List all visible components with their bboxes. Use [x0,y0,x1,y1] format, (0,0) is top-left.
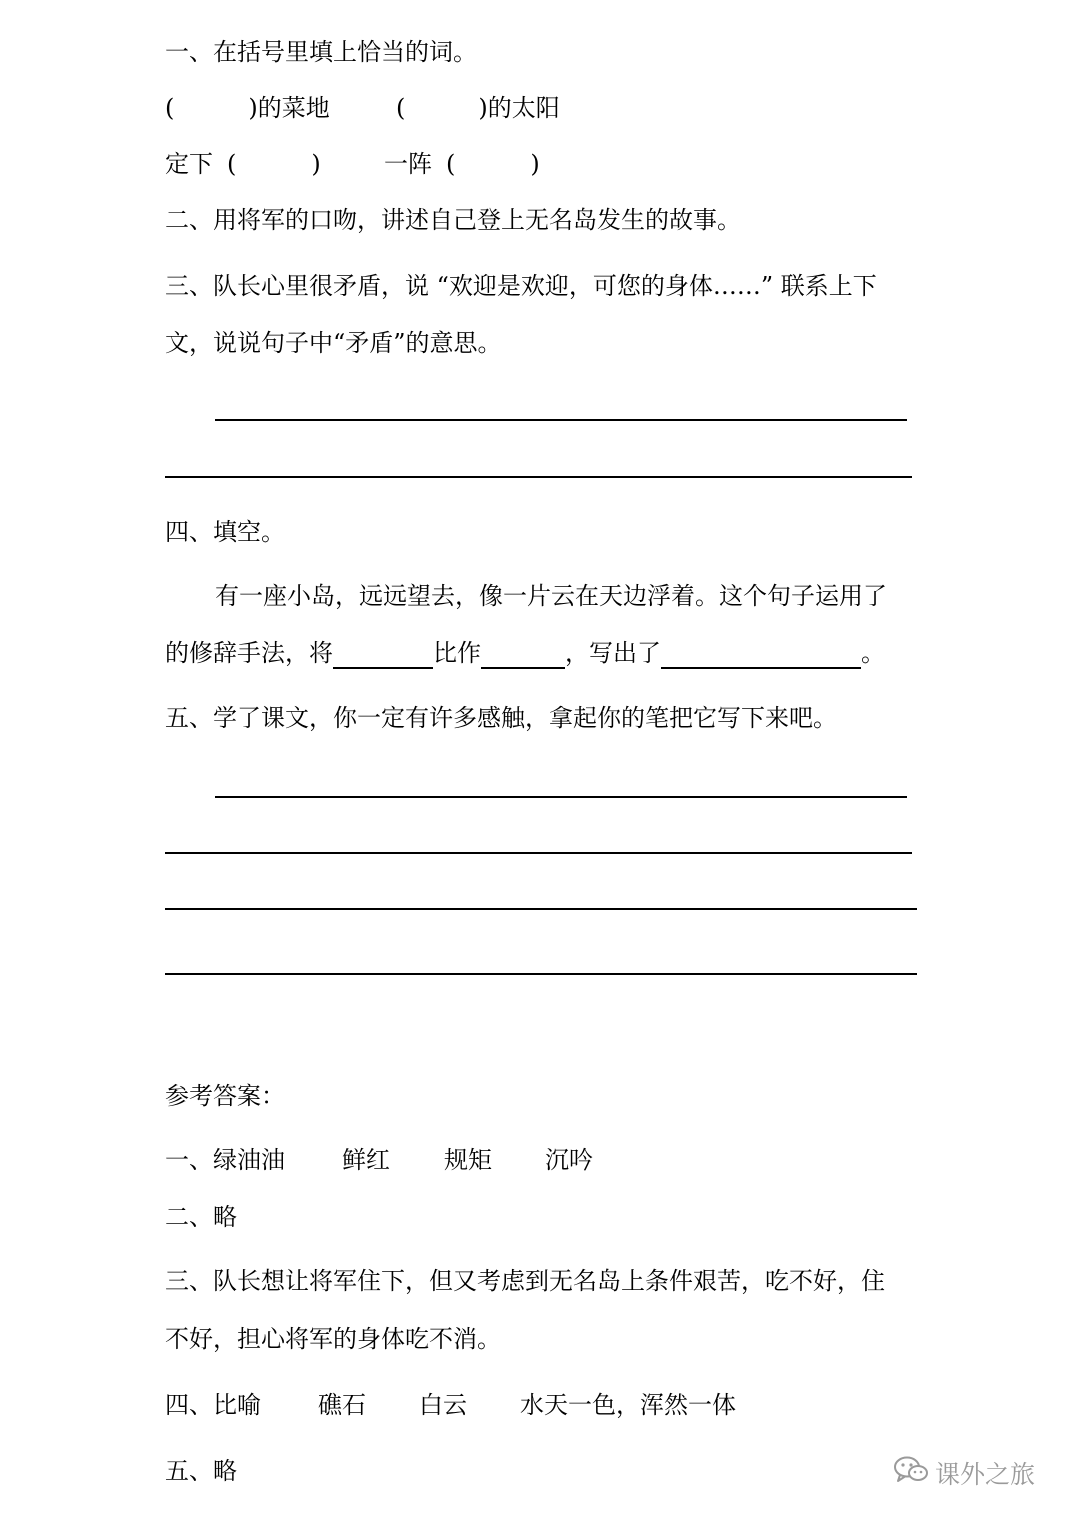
q4-seg2: 比作 [433,639,481,667]
q5-answer-line-3[interactable] [165,908,917,910]
q3-answer-line-1[interactable] [215,419,907,421]
q4-title: 四、填空。 [165,518,285,546]
q1-row1b [396,92,560,124]
answer-2: 二、略 [165,1203,237,1231]
answer-1-label: 一、绿油油 [165,1146,285,1174]
q1-row2b [384,148,540,180]
answer-4-word-3: 白云 [419,1391,467,1419]
answer-1-word-4: 沉吟 [545,1146,593,1174]
q1-row1 [165,92,330,124]
q1-row2-a-open: ( [227,150,237,178]
q1-title: 一、在括号里填上恰当的词。 [165,38,477,66]
answer-3-line2: 不好，担心将军的身体吃不消。 [165,1325,501,1353]
watermark-text: 课外之旅 [935,1460,1036,1489]
q5-answer-line-1[interactable] [215,796,907,798]
q3-line1: 三、队长心里很矛盾，说 “欢迎是欢迎，可您的身体……” 联系上下 [165,272,877,300]
q1-row2-b-prefix: 一阵 [384,150,432,178]
q4-line2 [165,637,885,669]
q5-title: 五、学了课文，你一定有许多感触，拿起你的笔把它写下来吧。 [165,704,837,732]
q4-seg3: ，写出了 [565,639,661,667]
q4-seg1: 的修辞手法，将 [165,639,333,667]
q1-row2a [165,148,321,180]
q5-answer-line-4[interactable] [165,973,917,975]
q1-row1-a-open: ( [165,94,175,122]
answers-heading: 参考答案： [165,1082,285,1110]
answer-4-label: 四、比喻 [165,1391,261,1419]
q1-row1-b-open: ( [396,94,406,122]
q4-blank-2[interactable] [481,641,565,669]
q4-blank-3[interactable] [661,641,861,669]
q1-row2-a-prefix: 定下 [165,150,213,178]
q3-line2: 文，说说句子中“矛盾”的意思。 [165,329,502,357]
wechat-icon [893,1455,935,1491]
answer-3-line1: 三、队长想让将军住下，但又考虑到无名岛上条件艰苦，吃不好，住 [165,1267,885,1295]
q4-seg4: 。 [861,639,885,667]
q1-row2-b-close: ) [530,150,540,178]
q4-line1: 有一座小岛，远远望去，像一片云在天边浮着。这个句子运用了 [215,582,887,610]
q1-row1-b-close: )的太阳 [478,94,560,122]
q4-blank-1[interactable] [333,641,433,669]
answer-4-word-4: 水天一色，浑然一体 [520,1391,736,1419]
answer-1-word-2: 鲜红 [342,1146,390,1174]
answer-5: 五、略 [165,1457,237,1485]
q2-title: 二、用将军的口吻，讲述自己登上无名岛发生的故事。 [165,206,741,234]
q3-answer-line-2[interactable] [165,476,912,478]
watermark [893,1456,1035,1490]
answer-4-word-2: 礁石 [318,1391,366,1419]
q5-answer-line-2[interactable] [165,852,912,854]
q1-row1-a-close: )的菜地 [248,94,330,122]
q1-row2-a-close: ) [311,150,321,178]
q1-row2-b-open: ( [446,150,456,178]
answer-1-word-3: 规矩 [444,1146,492,1174]
